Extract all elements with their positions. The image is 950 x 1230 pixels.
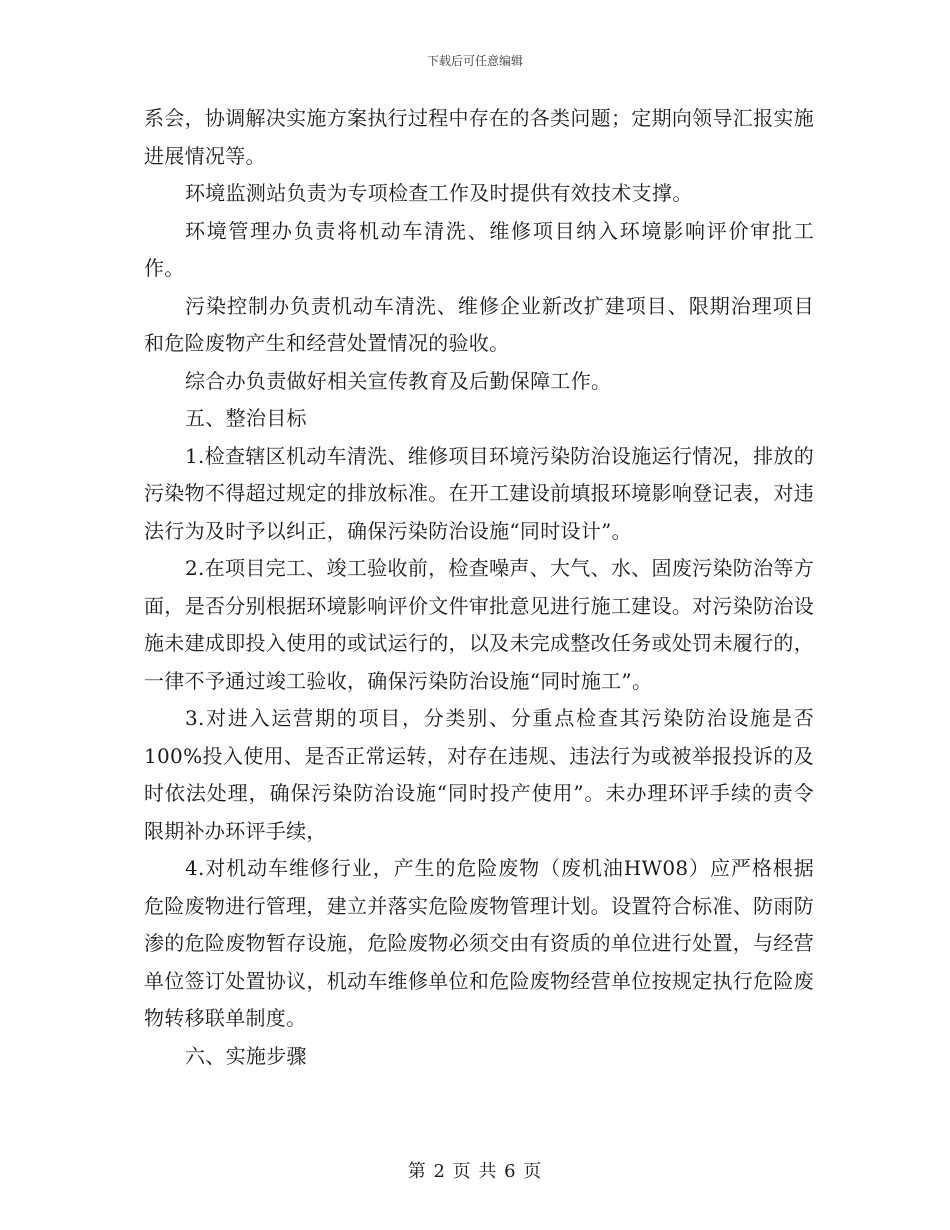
paragraph: 环境管理办负责将机动车清洗、维修项目纳入环境影响评价审批工作。	[144, 218, 814, 280]
list-item: 4.对机动车维修行业，产生的危险废物（废机油HW08）应严格根据危险废物进行管理，建立并落实危险废物管理计划。设置符合标准、防雨防渗的危险废物暂存设施，危险废物必须交由有资质的单位进行处置，与经营单位签订处置协议，机动车维修单位和危险废物经营单位按规定执行危险废物转移联单制度。	[144, 856, 814, 1030]
list-item: 1.检查辖区机动车清洗、维修项目环境污染防治设施运行情况，排放的污染物不得超过规定的排放标准。在开工建设前填报环境影响登记表，对违法行为及时予以纠正，确保污染防治设施“同时设计”。	[144, 443, 814, 543]
section-heading: 六、实施步骤	[185, 1043, 307, 1068]
paragraph: 污染控制办负责机动车清洗、维修企业新改扩建项目、限期治理项目和危险废物产生和经营处置情况的验收。	[144, 293, 814, 355]
list-item: 2.在项目完工、竣工验收前，检查噪声、大气、水、固废污染防治等方面，是否分别根据环境影响评价文件审批意见进行施工建设。对污染防治设施未建成即投入使用的或试运行的，以及未完成整改任务或处罚未履行的，一律不予通过竣工验收，确保污染防治设施“同时施工”。	[144, 556, 814, 693]
paragraph: 系会，协调解决实施方案执行过程中存在的各类问题；定期向领导汇报实施进展情况等。	[144, 106, 814, 168]
page-header: 下载后可任意编辑	[426, 54, 523, 68]
paragraph: 环境监测站负责为专项检查工作及时提供有效技术支撑。	[185, 181, 693, 205]
section-heading: 五、整治目标	[185, 406, 307, 430]
page-number: 第 2 页 共 6 页	[407, 1161, 543, 1182]
list-item: 3.对进入运营期的项目，分类别、分重点检查其污染防治设施是否100%投入使用、是否正常运转，对存在违规、违法行为或被举报投诉的及时依法处理，确保污染防治设施“同时投产使用”。未办理环评手续的责令限期补办环评手续，	[144, 706, 814, 843]
paragraph: 综合办负责做好相关宣传教育及后勤保障工作。	[185, 368, 612, 393]
document-body	[144, 100, 814, 1075]
